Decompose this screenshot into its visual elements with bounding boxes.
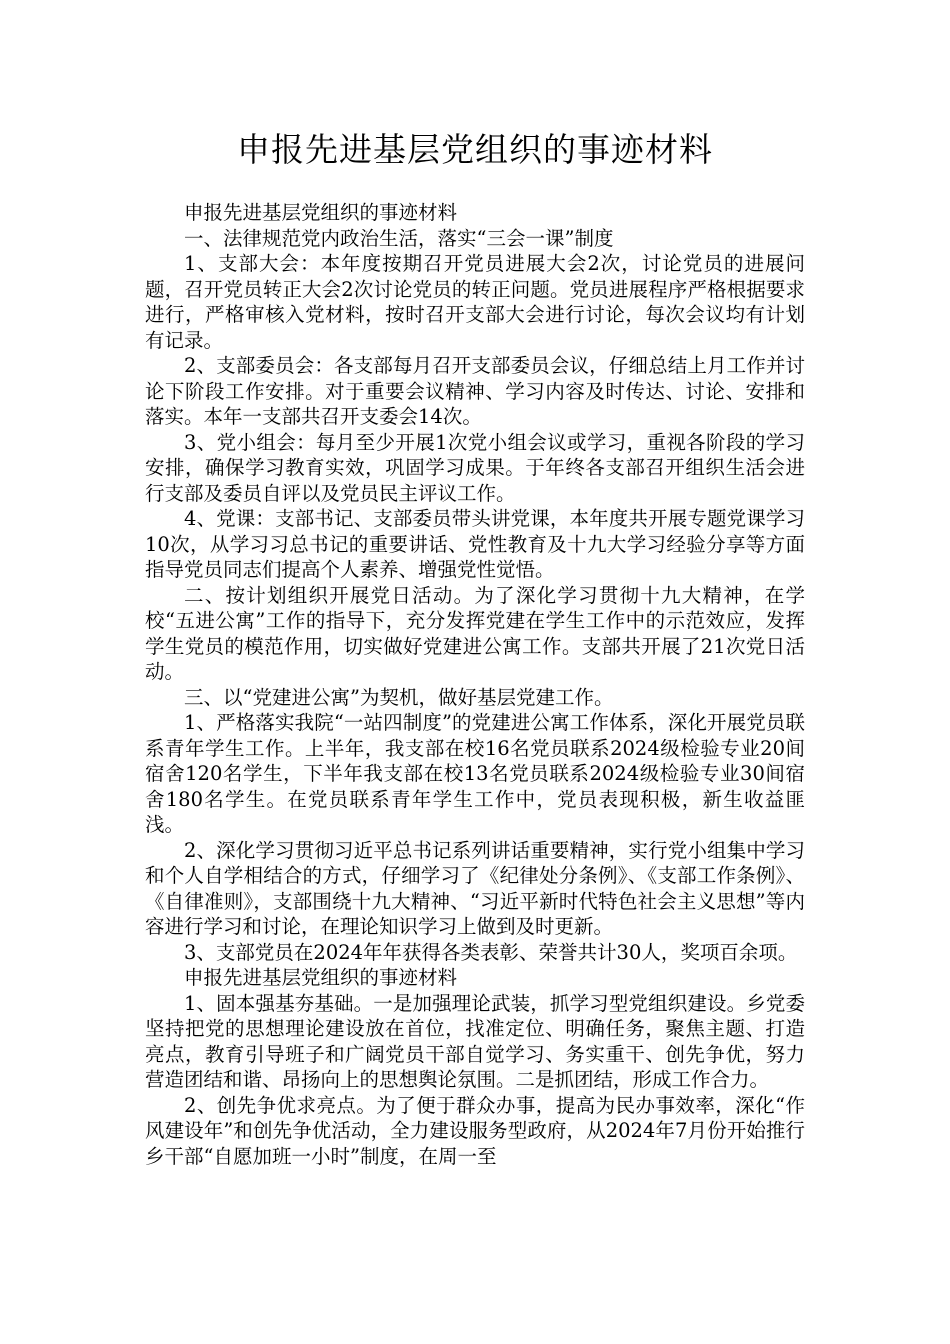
- paragraph-section-3-heading: 三、以“党建进公寓”为契机，做好基层党建工作。: [184, 685, 614, 709]
- paragraph-subtitle-repeat: 申报先进基层党组织的事迹材料: [184, 966, 458, 989]
- paragraph-branch-meeting: 1、支部大会：本年度按期召开党员进展大会2次，讨论党员的进展问题，召开党员转正大会2次讨论党员的转正问题。党员进展程序严格根据要求进行，严格审核入党材料，按时召开支部大会进行讨论，每次会议均有计划有记录。: [145, 252, 805, 352]
- paragraph-section-1-heading: 一、法律规范党内政治生活，落实“三会一课”制度: [184, 226, 614, 250]
- document-title: 申报先进基层党组织的事迹材料: [237, 130, 713, 169]
- paragraph-section-2: 二、按计划组织开展党日活动。为了深化学习贯彻十九大精神，在学校“五进公寓”工作的指导下，充分发挥党建在学生工作中的示范效应，发挥学生党员的模范作用，切实做好党建进公寓工作。支部共开展了21次党日活动。: [145, 583, 805, 683]
- paragraph-subtitle: 申报先进基层党组织的事迹材料: [184, 201, 458, 224]
- document-body: [145, 200, 805, 1169]
- paragraph-study-spirit: 2、深化学习贯彻习近平总书记系列讲话重要精神，实行党小组集中学习和个人自学相结合的方式，仔细学习了《纪律处分条例》、《支部工作条例》、《自律准则》，支部围绕十九大精神、“习近平新时代特色社会主义思想”等内容进行学习和讨论，在理论知识学习上做到及时更新。: [145, 838, 805, 938]
- paragraph-branch-committee: 2、支部委员会：各支部每月召开支部委员会议，仔细总结上月工作并讨论下阶段工作安排。对于重要会议精神、学习内容及时传达、讨论、安排和落实。本年一支部共召开支委会14次。: [145, 354, 805, 428]
- paragraph-dormitory-system: 1、严格落实我院“一站四制度”的党建进公寓工作体系，深化开展党员联系青年学生工作。上半年，我支部在校16名党员联系2024级检验专业20间宿舍120名学生，下半年我支部在校13名党员联系2024级检验专业30间宿舍180名学生。在党员联系青年学生工作中，党员表现积极，新生收益匪浅。: [145, 711, 805, 836]
- paragraph-party-group: 3、党小组会：每月至少开展1次党小组会议或学习，重视各阶段的学习安排，确保学习教育实效，巩固学习成果。于年终各支部召开组织生活会进行支部及委员自评以及党员民主评议工作。: [145, 430, 805, 505]
- paragraph-party-lecture: 4、党课：支部书记、支部委员带头讲党课，本年度共开展专题党课学习10次，从学习习总书记的重要讲话、党性教育及十九大学习经验分享等方面指导党员同志们提高个人素养、增强党性觉悟。: [145, 507, 805, 581]
- paragraph-excellence: 2、创先争优求亮点。为了便于群众办事，提高为民办事效率，深化“作风建设年”和创先争优活动，全力建设服务型政府，从2024年7月份开始推行乡干部“自愿加班一小时”制度，在周一至: [145, 1093, 805, 1168]
- paragraph-foundation: 1、固本强基夯基础。一是加强理论武装，抓学习型党组织建设。乡党委坚持把党的思想理论建设放在首位，找准定位、明确任务，聚焦主题、打造亮点，教育引导班子和广阔党员干部自觉学习、务实重干、创先争优，努力营造团结和谐、昂扬向上的思想舆论氛围。二是抓团结，形成工作合力。: [145, 991, 805, 1091]
- paragraph-awards: 3、支部党员在2024年年获得各类表彰、荣誉共计30人，奖项百余项。: [184, 940, 798, 964]
